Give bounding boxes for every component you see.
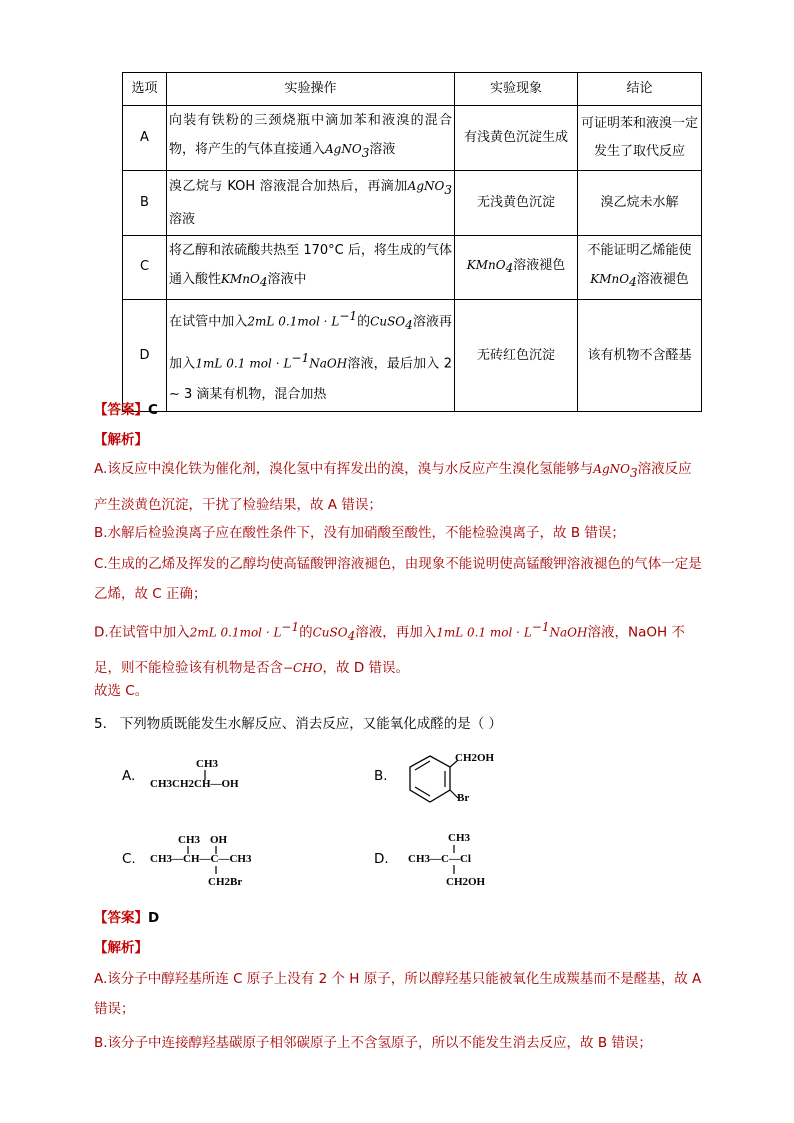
option-d-main: CH3—C—Cl — [408, 853, 471, 865]
row-option: D — [123, 300, 167, 412]
table-row — [123, 300, 702, 412]
row-phenomenon: 无浅黄色沉淀 — [455, 171, 578, 236]
option-a-label: A. — [122, 768, 136, 784]
option-a-main: CH3CH2CH—OH — [150, 778, 239, 790]
header-phenomenon: 实验现象 — [455, 73, 578, 106]
option-d-label: D. — [374, 851, 389, 867]
row-option: A — [123, 106, 167, 171]
option-d-top: CH3 — [448, 832, 470, 844]
answer-2: 【答案】D — [94, 910, 160, 926]
row-conclusion: 可证明苯和液溴一定发生了取代反应 — [578, 106, 702, 171]
header-operation: 实验操作 — [167, 73, 455, 106]
analysis-2-a: A.该分子中醇羟基所连 C 原子上没有 2 个 H 原子，所以醇羟基只能被氧化生成羰基而不是醛基，故 A 错误； — [94, 971, 702, 1017]
row-option: B — [123, 171, 167, 236]
option-b-sub1: CH2OH — [455, 752, 495, 764]
table-row — [123, 235, 702, 300]
table-header-row — [123, 73, 702, 106]
row-operation: 溴乙烷与 KOH 溶液混合加热后，再滴加AgNO$_3$溶液 — [167, 171, 455, 236]
row-conclusion: 不能证明乙烯能使 KMnO$_4$溶液褪色 — [578, 235, 702, 300]
analysis-1-c: C.生成的乙烯及挥发的乙醇均使高锰酸钾溶液褪色，由现象不能说明使高锰酸钾溶液褪色的气体一定是乙烯，故 C 正确； — [94, 556, 702, 602]
row-phenomenon: KMnO$_4$溶液褪色 — [455, 235, 578, 300]
analysis-2-label: 【解析】 — [94, 940, 148, 956]
analysis-1-a: A.该反应中溴化铁为催化剂，溴化氢中有挥发出的溴，溴与水反应产生溴化氢能够与AgNO$_3$溶液反应产生淡黄色沉淀，干扰了检验结果，故 A 错误； — [94, 461, 692, 513]
option-b-sub2: Br — [457, 792, 470, 804]
analysis-1-conclusion: 故选 C。 — [94, 683, 149, 699]
row-conclusion: 该有机物不含醛基 — [578, 300, 702, 412]
option-c-main: CH3—CH—C—CH3 — [150, 853, 252, 865]
analysis-1-label: 【解析】 — [94, 432, 148, 448]
analysis-2-b: B.该分子中连接醇羟基碳原子相邻碳原子上不含氢原子，所以不能发生消去反应，故 B 错误； — [94, 1035, 652, 1051]
answer-1: 【答案】C — [94, 402, 158, 418]
analysis-1-b: B.水解后检验溴离子应在酸性条件下，没有加硝酸至酸性，不能检验溴离子，故 B 错误； — [94, 525, 625, 541]
row-operation: 向装有铁粉的三颈烧瓶中滴加苯和液溴的混合物，将产生的气体直接通入AgNO$_3$溶液 — [167, 106, 455, 171]
header-option: 选项 — [123, 73, 167, 106]
option-c-top2: OH — [210, 834, 228, 846]
option-a-top: CH3 — [196, 758, 218, 770]
row-operation: 在试管中加入2mL $0.1mol \cdot L^{-1}$的CuSO$_4$溶液再加入1mL 0.1 mol · $L^{-1}NaOH$溶液，最后加入 2 ∼ 3 滴某有机物，混合加热 — [167, 300, 455, 412]
option-c-label: C. — [122, 851, 136, 867]
analysis-1-d: D.在试管中加入2mL $0.1mol \cdot L^{-1}$的CuSO$_4$溶液，再加入1mL 0.1 mol · $L^{-1}NaOH$溶液，NaOH 不足，则不能检验该有机物是否含−CHO，故 D 错误。 — [94, 620, 685, 677]
row-phenomenon: 有浅黄色沉淀生成 — [455, 106, 578, 171]
option-c-top1: CH3 — [178, 834, 200, 846]
row-phenomenon: 无砖红色沉淀 — [455, 300, 578, 412]
row-operation: 将乙醇和浓硫酸共热至 170°C 后，将生成的气体通入酸性KMnO$_4$溶液中 — [167, 235, 455, 300]
option-c-bottom: CH2Br — [208, 876, 243, 888]
option-d-bottom: CH2OH — [446, 876, 486, 888]
row-option: C — [123, 235, 167, 300]
table-row — [123, 171, 702, 236]
question-5: 5. 下列物质既能发生水解反应、消去反应，又能氧化成醛的是（ ） — [94, 716, 503, 732]
table-row — [123, 106, 702, 171]
row-conclusion: 溴乙烷未水解 — [578, 171, 702, 236]
header-conclusion: 结论 — [578, 73, 702, 106]
experiment-table — [122, 72, 702, 412]
option-b-label: B. — [374, 768, 388, 784]
